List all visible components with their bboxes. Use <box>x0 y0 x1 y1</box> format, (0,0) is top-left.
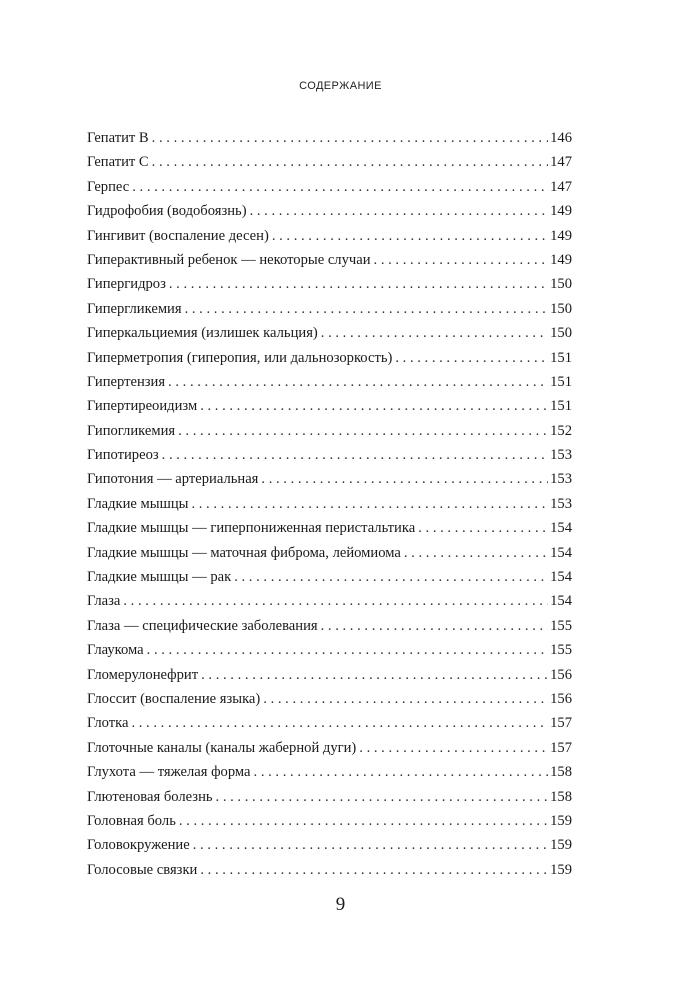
toc-entry-page: 153 <box>550 447 572 464</box>
toc-leader-dots <box>359 736 548 760</box>
toc-entry-page: 154 <box>550 593 572 610</box>
toc-leader-dots <box>200 394 548 418</box>
toc-entry-title: Гладкие мышцы — гиперпониженная перистальтика <box>87 520 416 537</box>
toc-entry <box>87 687 572 711</box>
toc-leader-dots <box>132 175 548 199</box>
toc-leader-dots <box>321 614 549 638</box>
toc-entry-page: 149 <box>550 227 572 244</box>
toc-leader-dots <box>404 541 548 565</box>
toc-leader-dots <box>395 346 548 370</box>
toc-entry-page: 154 <box>550 569 572 586</box>
toc-entry <box>87 272 572 296</box>
toc-entry <box>87 492 572 516</box>
toc-entry <box>87 248 572 272</box>
toc-leader-dots <box>191 492 548 516</box>
toc-leader-dots <box>178 419 548 443</box>
toc-entry-title: Гипергидроз <box>87 276 166 293</box>
toc-entry <box>87 419 572 443</box>
toc-entry <box>87 199 572 223</box>
toc-entry-title: Гиперактивный ребенок — некоторые случаи <box>87 251 371 268</box>
toc-entry-title: Гипертензия <box>87 373 166 390</box>
toc-entry <box>87 541 572 565</box>
toc-entry <box>87 565 572 589</box>
toc-entry-title: Глухота — тяжелая форма <box>87 764 251 781</box>
toc-entry <box>87 638 572 662</box>
toc-leader-dots <box>234 565 548 589</box>
toc-leader-dots <box>263 687 548 711</box>
toc-entry-title: Глютеновая болезнь <box>87 788 213 805</box>
toc-entry-title: Глаза — специфические заболевания <box>87 617 318 634</box>
toc-leader-dots <box>152 126 548 150</box>
toc-entry-title: Головокружение <box>87 837 190 854</box>
toc-entry-title: Гладкие мышцы <box>87 495 189 512</box>
toc-entry <box>87 614 572 638</box>
toc-entry-page: 155 <box>550 642 572 659</box>
page-number: 9 <box>335 894 346 915</box>
toc-leader-dots <box>193 833 548 857</box>
toc-leader-dots <box>321 321 548 345</box>
toc-leader-dots <box>200 858 548 882</box>
toc-entry-title: Глаза <box>87 593 121 610</box>
toc-entry <box>87 297 572 321</box>
toc-entry-page: 149 <box>550 203 572 220</box>
toc-entry-page: 159 <box>550 812 572 829</box>
toc-entry-page: 151 <box>550 349 572 366</box>
toc-leader-dots <box>374 248 549 272</box>
toc-entry-title: Гидрофобия (водобоязнь) <box>87 203 247 220</box>
toc-entry <box>87 126 572 150</box>
toc-entry <box>87 467 572 491</box>
toc-entry <box>87 443 572 467</box>
toc-leader-dots <box>169 272 548 296</box>
toc-entry-title: Гепатит B <box>87 130 149 146</box>
toc-entry-title: Гломерулонефрит <box>87 666 199 683</box>
toc-entry-page: 154 <box>550 520 572 537</box>
toc-entry <box>87 760 572 784</box>
toc-entry <box>87 736 572 760</box>
page-header-title: СОДЕРЖАНИЕ <box>299 80 382 92</box>
toc-leader-dots <box>216 785 549 809</box>
table-of-contents <box>87 126 572 882</box>
toc-entry-page: 158 <box>550 764 572 781</box>
toc-entry <box>87 711 572 735</box>
toc-entry-page: 150 <box>550 276 572 293</box>
toc-leader-dots <box>201 663 548 687</box>
toc-leader-dots <box>261 467 548 491</box>
toc-entry <box>87 858 572 882</box>
toc-leader-dots <box>162 443 548 467</box>
toc-entry-title: Глоточные каналы (каналы жаберной дуги) <box>87 739 357 756</box>
toc-leader-dots <box>250 199 549 223</box>
toc-entry-page: 157 <box>550 715 572 732</box>
toc-entry-page: 157 <box>550 739 572 756</box>
toc-entry-page: 151 <box>550 373 572 390</box>
toc-leader-dots <box>272 224 548 248</box>
toc-leader-dots <box>168 370 548 394</box>
toc-entry <box>87 589 572 613</box>
toc-entry-title: Гипотония — артериальная <box>87 471 259 488</box>
toc-entry-title: Гиперкальциемия (излишек кальция) <box>87 325 318 342</box>
toc-entry-page: 150 <box>550 300 572 317</box>
toc-entry-page: 147 <box>550 154 572 171</box>
toc-entry-page: 159 <box>550 837 572 854</box>
toc-entry-page: 152 <box>550 422 572 439</box>
toc-leader-dots <box>254 760 549 784</box>
toc-entry <box>87 516 572 540</box>
toc-entry <box>87 663 572 687</box>
toc-entry-page: 156 <box>550 690 572 707</box>
toc-entry <box>87 394 572 418</box>
toc-leader-dots <box>147 638 548 662</box>
toc-leader-dots <box>418 516 548 540</box>
toc-entry <box>87 809 572 833</box>
toc-entry-title: Глаукома <box>87 642 144 659</box>
toc-entry-title: Голосовые связки <box>87 861 198 878</box>
toc-entry-page: 158 <box>550 788 572 805</box>
toc-entry <box>87 346 572 370</box>
toc-leader-dots <box>131 711 548 735</box>
toc-entry-page: 156 <box>550 666 572 683</box>
toc-entry <box>87 370 572 394</box>
toc-entry-title: Гингивит (воспаление десен) <box>87 227 269 244</box>
toc-leader-dots <box>152 150 548 174</box>
toc-entry <box>87 833 572 857</box>
toc-entry <box>87 224 572 248</box>
toc-entry-page: 150 <box>550 325 572 342</box>
toc-entry-title: Гипертиреоидизм <box>87 398 198 415</box>
toc-entry-page: 155 <box>550 617 572 634</box>
toc-entry-title: Головная боль <box>87 812 176 829</box>
toc-entry-title: Гипотиреоз <box>87 447 159 464</box>
toc-entry-title: Глоссит (воспаление языка) <box>87 690 261 707</box>
toc-entry <box>87 175 572 199</box>
toc-leader-dots <box>179 809 548 833</box>
toc-entry-page: 153 <box>550 495 572 512</box>
toc-entry-title: Гепатит C <box>87 154 149 171</box>
toc-entry-page: 149 <box>550 251 572 268</box>
toc-entry-page: 151 <box>550 398 572 415</box>
toc-entry-page: 146 <box>550 130 572 146</box>
toc-entry-title: Герпес <box>87 178 130 195</box>
toc-entry-title: Гиперметропия (гиперопия, или дальнозоркость) <box>87 349 393 366</box>
toc-leader-dots <box>185 297 549 321</box>
toc-leader-dots <box>123 589 548 613</box>
toc-entry-page: 153 <box>550 471 572 488</box>
toc-entry <box>87 321 572 345</box>
toc-entry-page: 159 <box>550 861 572 878</box>
toc-entry-page: 147 <box>550 178 572 195</box>
toc-entry-title: Гипогликемия <box>87 422 176 439</box>
toc-entry-title: Гипергликемия <box>87 300 182 317</box>
toc-entry-title: Гладкие мышцы — рак <box>87 569 232 586</box>
toc-entry <box>87 150 572 174</box>
toc-entry-title: Глотка <box>87 715 129 732</box>
toc-entry-title: Гладкие мышцы — маточная фиброма, лейомиома <box>87 544 401 561</box>
toc-entry-page: 154 <box>550 544 572 561</box>
toc-entry <box>87 785 572 809</box>
